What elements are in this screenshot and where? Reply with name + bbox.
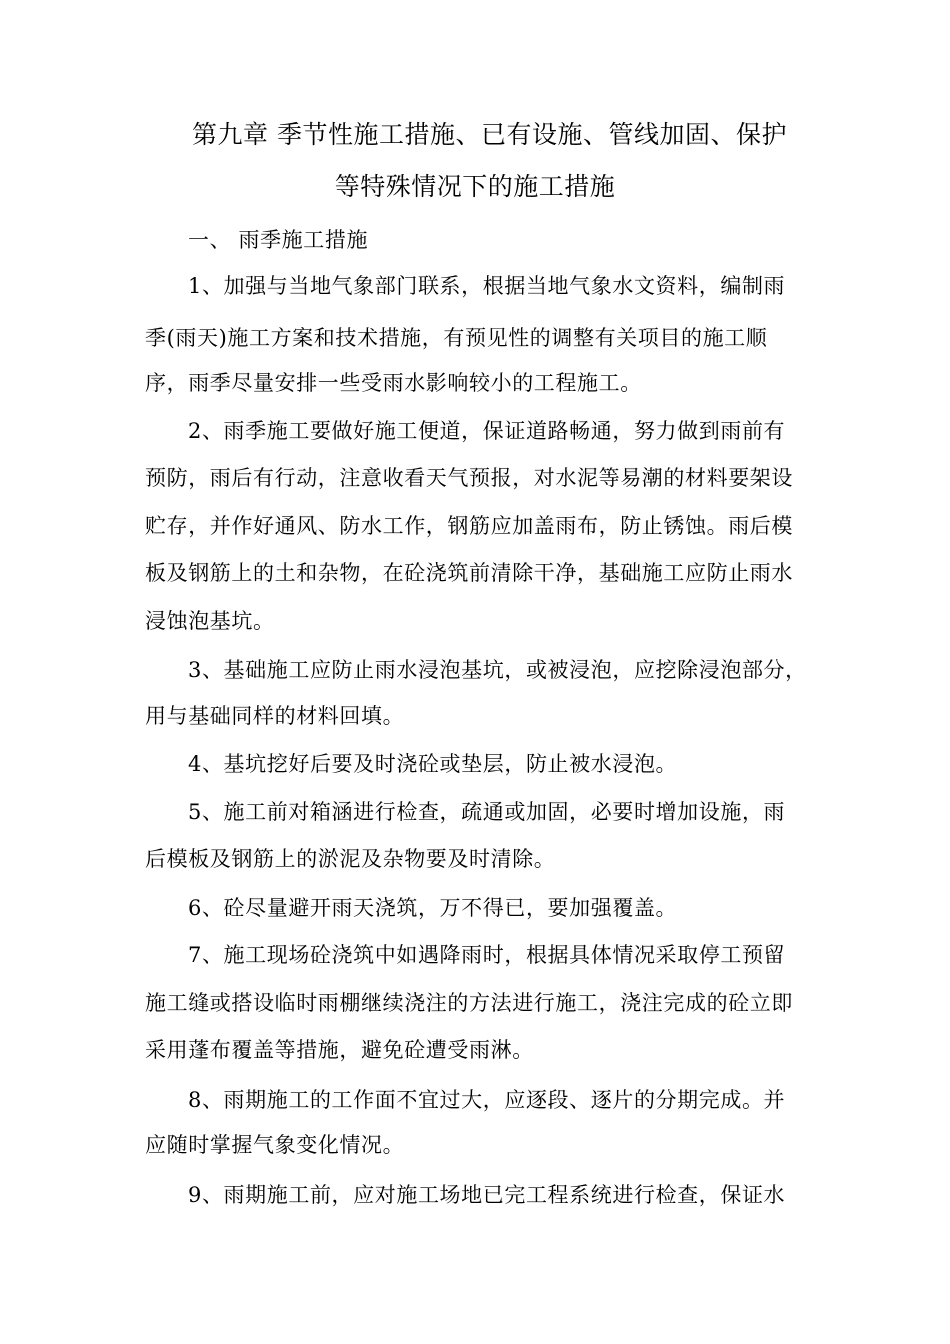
paragraph-line: 浸蚀泡基坑。 — [145, 609, 275, 633]
paragraph-line: 季(雨天)施工方案和技术措施，有预见性的调整有关项目的施工顺 — [145, 326, 768, 350]
paragraph-line: 9、雨期施工前，应对施工场地已完工程系统进行检查，保证水 — [188, 1183, 786, 1207]
paragraph-line: 采用蓬布覆盖等措施，避免砼遭受雨淋。 — [145, 1038, 534, 1062]
paragraph-line: 施工缝或搭设临时雨棚继续浇注的方法进行施工，浇注完成的砼立即 — [145, 991, 793, 1015]
section-heading-rainy-season: 一、 雨季施工措施 — [188, 228, 369, 252]
paragraph-line: 5、施工前对箱涵进行检查，疏通或加固，必要时增加设施，雨 — [188, 800, 786, 824]
chapter-title-line-1: 第九章 季节性施工措施、已有设施、管线加固、保护 — [192, 120, 787, 149]
chapter-title-line-2: 等特殊情况下的施工措施 — [334, 172, 616, 201]
paragraph-line: 板及钢筋上的土和杂物，在砼浇筑前清除干净，基础施工应防止雨水 — [145, 561, 793, 585]
paragraph-line: 7、施工现场砼浇筑中如遇降雨时，根据具体情况采取停工预留 — [188, 943, 786, 967]
paragraph-line: 用与基础同样的材料回填。 — [145, 704, 405, 728]
paragraph-line: 4、基坑挖好后要及时浇砼或垫层，防止被水浸泡。 — [188, 752, 678, 776]
paragraph-line: 贮存，并作好通风、防水工作，钢筋应加盖雨布，防止锈蚀。雨后模 — [145, 514, 793, 538]
paragraph-line: 3、基础施工应防止雨水浸泡基坑，或被浸泡，应挖除浸泡部分， — [188, 658, 807, 682]
paragraph-line: 8、雨期施工的工作面不宜过大，应逐段、逐片的分期完成。并 — [188, 1088, 786, 1112]
paragraph-line: 6、砼尽量避开雨天浇筑，万不得已，要加强覆盖。 — [188, 896, 678, 920]
paragraph-line: 预防，雨后有行动，注意收看天气预报，对水泥等易潮的材料要架设 — [145, 466, 793, 490]
paragraph-line: 应随时掌握气象变化情况。 — [145, 1133, 405, 1157]
paragraph-line: 后模板及钢筋上的淤泥及杂物要及时清除。 — [145, 847, 556, 871]
paragraph-line: 1、加强与当地气象部门联系，根据当地气象水文资料，编制雨 — [188, 274, 786, 298]
paragraph-line: 2、雨季施工要做好施工便道，保证道路畅通，努力做到雨前有 — [188, 419, 786, 443]
paragraph-line: 序，雨季尽量安排一些受雨水影响较小的工程施工。 — [145, 371, 642, 395]
